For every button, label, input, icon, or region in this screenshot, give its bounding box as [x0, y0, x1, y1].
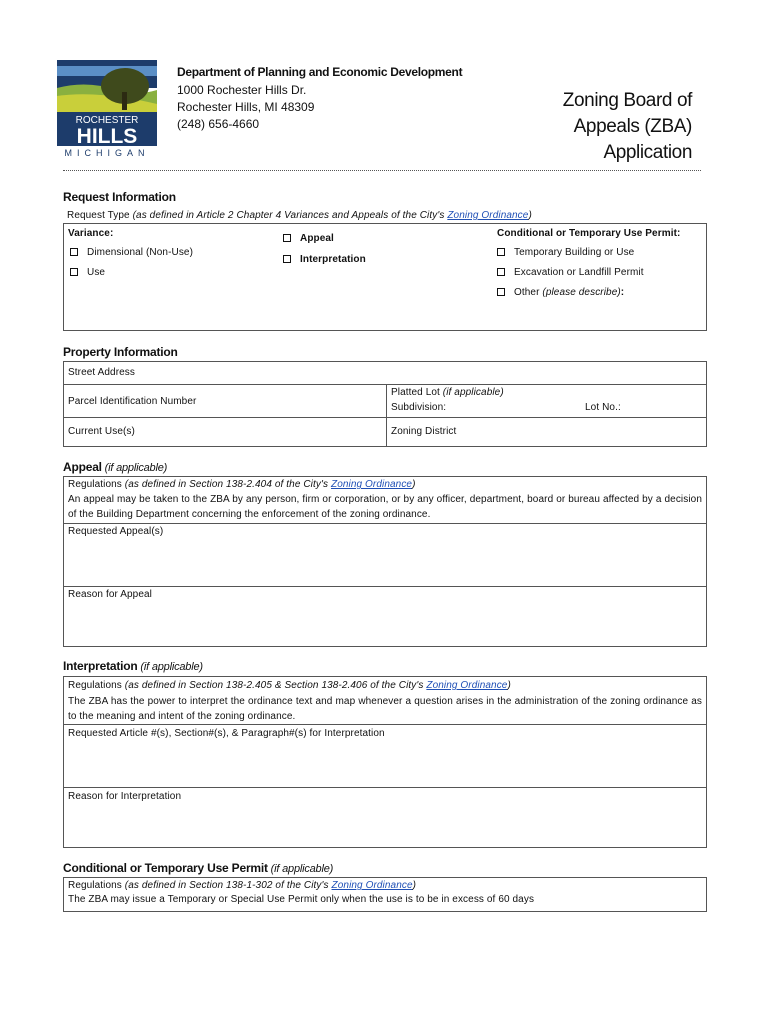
- appeal-regulations: [68, 479, 416, 490]
- appeal-reg-close: ): [412, 479, 416, 490]
- logo-line2: HILLS: [76, 125, 138, 148]
- request-section-title: Request Information: [63, 190, 176, 204]
- interpretation-title: Interpretation: [63, 659, 138, 673]
- conditional-title-note: (if applicable): [267, 863, 334, 875]
- conditional-reg-definition: (as defined in Section 138-1-302 of the City's: [124, 880, 332, 891]
- appeal-reg-definition: (as defined in Section 138-2.404 of the City's: [124, 479, 331, 490]
- reason-for-appeal-label: Reason for Appeal: [68, 589, 152, 600]
- conditional-zoning-ordinance-link[interactable]: Zoning Ordinance: [331, 880, 413, 891]
- interpretation-title-note: (if applicable): [137, 661, 203, 673]
- appeal-checkbox[interactable]: [283, 234, 291, 242]
- property-info-box: [63, 361, 707, 447]
- request-type-text: [67, 210, 532, 221]
- interpretation-box: [63, 676, 707, 848]
- use-option[interactable]: [70, 267, 105, 278]
- interpretation-section-title: [63, 659, 203, 673]
- other-colon: :: [620, 287, 625, 298]
- conditional-regulations: [68, 880, 416, 891]
- use-checkbox[interactable]: [70, 268, 78, 276]
- dimensional-option[interactable]: [70, 247, 193, 258]
- request-zoning-ordinance-link[interactable]: Zoning Ordinance: [447, 210, 529, 221]
- other-prefix: Other: [514, 287, 543, 298]
- requested-appeal-label: Requested Appeal(s): [68, 526, 164, 537]
- request-type-close: ): [528, 210, 532, 221]
- department-name: Department of Planning and Economic Development: [177, 65, 463, 79]
- conditional-box: [63, 877, 707, 912]
- conditional-title: Conditional or Temporary Use Permit: [63, 861, 268, 875]
- interpretation-reg-close: ): [507, 680, 511, 691]
- appeal-description: An appeal may be taken to the ZBA by any person, firm or corporation, or by any officer, department, board or bureau affected by a decision of the Building Department concerning the enforcement of the zoning ordinance.: [68, 494, 702, 520]
- form-title-line3: Application: [603, 142, 692, 163]
- subdivision-label: Subdivision:: [391, 402, 447, 413]
- dimensional-label: Dimensional (Non-Use): [87, 247, 194, 258]
- logo-line3: MICHIGAN: [64, 148, 150, 157]
- zoning-district-label: Zoning District: [391, 426, 457, 437]
- interpretation-description: The ZBA has the power to interpret the ordinance text and map whenever a question arises in the administration of the zoning ordinance as to the meaning and intent of the zoning ordinance.: [68, 696, 702, 722]
- current-use-label: Current Use(s): [68, 426, 135, 437]
- logo-line1: ROCHESTER: [75, 115, 139, 126]
- appeal-box: [63, 476, 707, 647]
- interpretation-zoning-ordinance-link[interactable]: Zoning Ordinance: [426, 680, 508, 691]
- property-section-title: Property Information: [63, 345, 178, 359]
- reason-for-interpretation-label: Reason for Interpretation: [68, 791, 182, 802]
- department-address: [177, 82, 314, 133]
- request-type-prefix: Request Type: [67, 210, 133, 221]
- appeal-section-title: [63, 460, 167, 474]
- conditional-section-title: [63, 861, 333, 875]
- appeal-title-note: (if applicable): [101, 462, 168, 474]
- excavation-checkbox[interactable]: [497, 268, 505, 276]
- conditional-reg-prefix: Regulations: [68, 880, 125, 891]
- other-option[interactable]: [497, 287, 624, 298]
- appeal-reg-prefix: Regulations: [68, 479, 125, 490]
- interpretation-reg-prefix: Regulations: [68, 680, 125, 691]
- street-address-label: Street Address: [68, 367, 135, 378]
- rochester-hills-logo: [57, 60, 157, 157]
- appeal-zoning-ordinance-link[interactable]: Zoning Ordinance: [330, 479, 413, 490]
- platted-lot-note: (if applicable): [442, 387, 504, 398]
- address-street: 1000 Rochester Hills Dr.: [177, 83, 307, 97]
- temporary-building-checkbox[interactable]: [497, 248, 505, 256]
- parcel-number-label: Parcel Identification Number: [68, 396, 197, 407]
- interpretation-regulations: [68, 680, 511, 691]
- other-note: (please describe): [542, 287, 621, 298]
- form-title-line2: Appeals (ZBA): [573, 116, 692, 137]
- address-city: Rochester Hills, MI 48309: [177, 100, 315, 114]
- request-type-definition: (as defined in Article 2 Chapter 4 Variances and Appeals of the City's: [132, 210, 448, 221]
- conditional-reg-close: ): [412, 880, 417, 891]
- platted-lot-prefix: Platted Lot: [391, 387, 443, 398]
- variance-label: Variance:: [68, 228, 114, 239]
- dimensional-checkbox[interactable]: [70, 248, 78, 256]
- form-title-line1: Zoning Board of: [562, 90, 692, 111]
- interpretation-label: Interpretation: [300, 254, 366, 265]
- requested-interpretation-label: Requested Article #(s), Section#(s), & Paragraph#(s) for Interpretation: [68, 728, 385, 739]
- appeal-label: Appeal: [300, 233, 334, 244]
- interpretation-reg-definition: (as defined in Section 138-2.405 & Section 138-2.406 of the City's: [124, 680, 427, 691]
- temporary-building-label: Temporary Building or Use: [514, 247, 635, 258]
- other-checkbox[interactable]: [497, 288, 505, 296]
- request-type-box: [63, 223, 707, 331]
- form-title: [563, 88, 692, 166]
- platted-lot-label: [391, 387, 504, 398]
- appeal-option[interactable]: [283, 233, 334, 244]
- temporary-building-option[interactable]: [497, 247, 634, 258]
- lot-number-label: Lot No.:: [585, 402, 621, 413]
- address-phone: (248) 656-4660: [177, 117, 260, 131]
- header-divider: [63, 170, 701, 171]
- use-label: Use: [87, 267, 106, 278]
- conditional-description: The ZBA may issue a Temporary or Special Use Permit only when the use is to be in excess of 60 days: [68, 894, 535, 905]
- appeal-title: Appeal: [63, 460, 102, 474]
- excavation-option[interactable]: [497, 267, 644, 278]
- conditional-permit-label: Conditional or Temporary Use Permit:: [497, 228, 681, 239]
- interpretation-option[interactable]: [283, 254, 366, 265]
- interpretation-checkbox[interactable]: [283, 255, 291, 263]
- excavation-label: Excavation or Landfill Permit: [514, 267, 644, 278]
